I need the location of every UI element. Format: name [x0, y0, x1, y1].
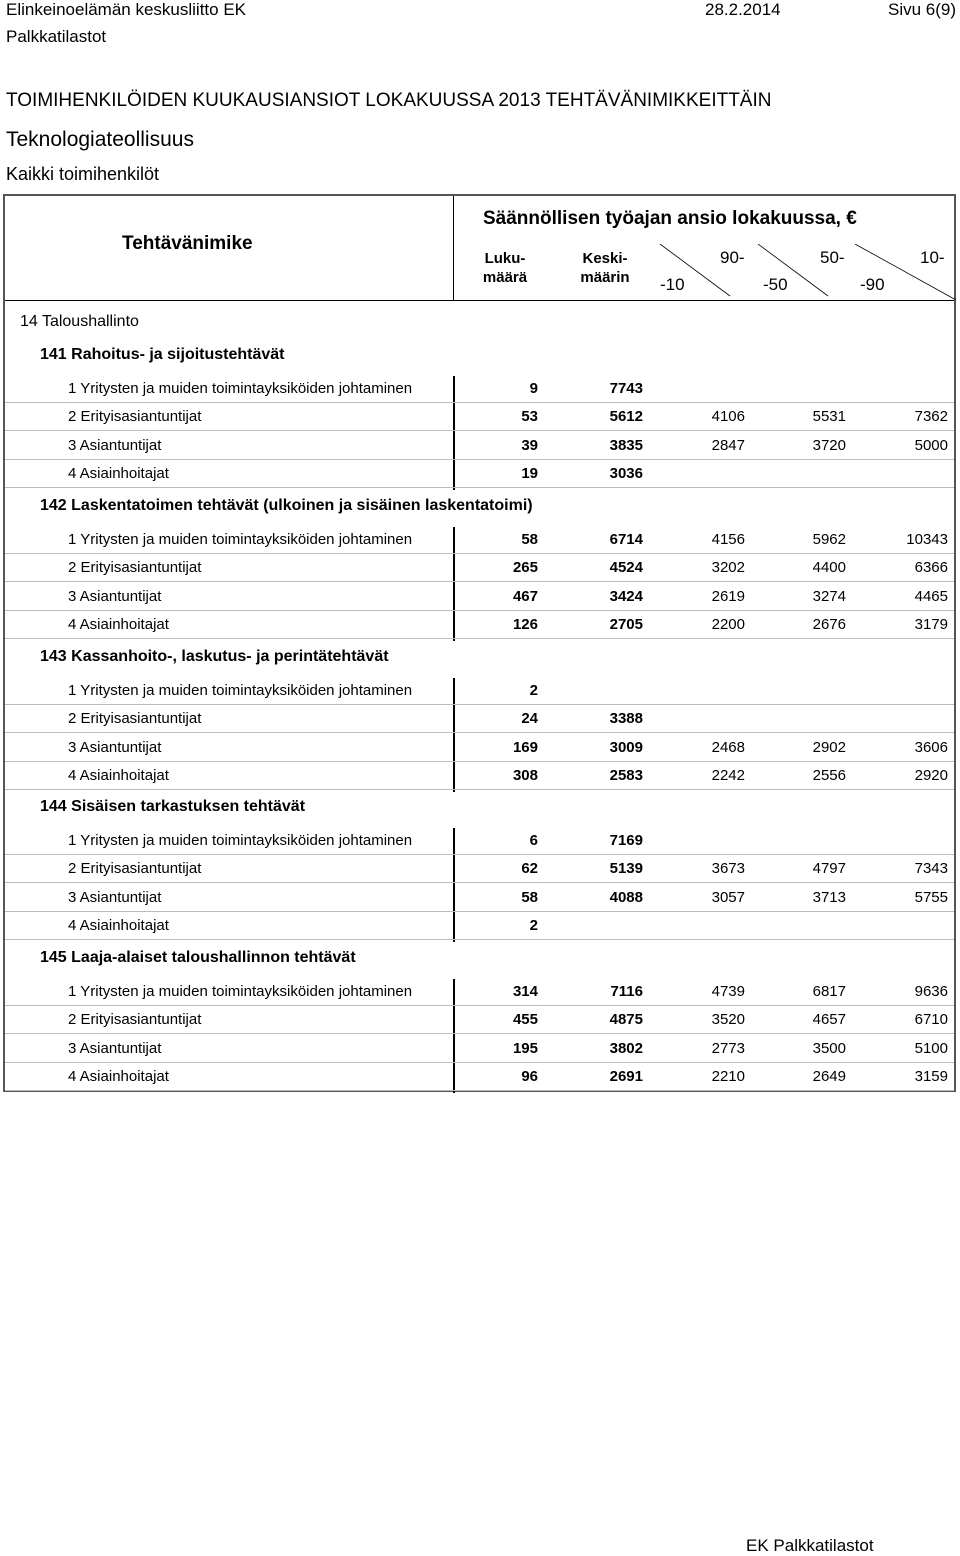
- mean-cell: 3424: [609, 588, 643, 605]
- category-heading: 14 Taloushallinto: [20, 313, 139, 330]
- count-cell: 2: [529, 917, 538, 934]
- p90-cell: 4739: [711, 983, 745, 1000]
- p50-cell: 3274: [812, 588, 846, 605]
- row-rule: [5, 732, 954, 733]
- p90-header-top: 90-: [720, 248, 745, 267]
- p90-cell: 2200: [711, 616, 745, 633]
- earnings-header: Säännöllisen työajan ansio lokakuussa, €: [483, 208, 857, 229]
- row-label: 3 Asiantuntijat: [68, 889, 162, 906]
- report-date: 28.2.2014: [705, 0, 781, 19]
- group-divider: [453, 527, 455, 641]
- p10-cell: 3179: [914, 616, 948, 633]
- row-rule: [5, 402, 954, 403]
- p10-cell: 4465: [914, 588, 948, 605]
- p50-cell: 3500: [812, 1040, 846, 1057]
- job-title-header: Tehtävänimike: [122, 233, 253, 254]
- row-rule: [5, 610, 954, 611]
- row-label: 4 Asiainhoitajat: [68, 1068, 169, 1085]
- group-divider: [453, 678, 455, 792]
- mean-cell: 4524: [609, 559, 643, 576]
- p50-cell: 2676: [812, 616, 846, 633]
- count-cell: 58: [521, 531, 538, 548]
- row-rule: [5, 1005, 954, 1006]
- row-label: 2 Erityisasiantuntijat: [68, 1011, 202, 1028]
- count-cell: 9: [529, 380, 538, 397]
- count-cell: 314: [512, 983, 538, 1000]
- p90-cell: 2468: [711, 739, 745, 756]
- row-label: 4 Asiainhoitajat: [68, 465, 169, 482]
- p10-cell: 3606: [914, 739, 948, 756]
- p90-header-bottom: -10: [660, 275, 685, 294]
- mean-cell: 2583: [609, 767, 643, 784]
- p10-cell: 10343: [906, 531, 948, 548]
- row-label: 3 Asiantuntijat: [68, 588, 162, 605]
- mean-cell: 3388: [609, 710, 643, 727]
- p10-header-top: 10-: [920, 248, 945, 267]
- count-cell: 6: [529, 832, 538, 849]
- row-rule: [5, 1062, 954, 1063]
- p90-cell: 4156: [711, 531, 745, 548]
- header-bottom-rule: [5, 300, 954, 301]
- p90-cell: 2210: [711, 1068, 745, 1085]
- count-cell: 2: [529, 682, 538, 699]
- p50-cell: 3720: [812, 437, 846, 454]
- group-title: 145 Laaja-alaiset taloushallinnon tehtävät: [40, 949, 356, 966]
- p10-cell: 7362: [914, 408, 948, 425]
- p10-cell: 5100: [914, 1040, 948, 1057]
- mean-cell: 3036: [609, 465, 643, 482]
- row-rule: [5, 487, 954, 488]
- row-label: 3 Asiantuntijat: [68, 1040, 162, 1057]
- mean-cell: 3802: [609, 1040, 643, 1057]
- group-divider: [453, 979, 455, 1093]
- p10-cell: 6366: [914, 559, 948, 576]
- row-label: 3 Asiantuntijat: [68, 739, 162, 756]
- row-rule: [5, 704, 954, 705]
- group-title: 143 Kassanhoito-, laskutus- ja perintätehtävät: [40, 648, 389, 665]
- org-name: Elinkeinoelämän keskusliitto EK: [6, 0, 247, 19]
- row-rule: [5, 882, 954, 883]
- row-rule: [5, 430, 954, 431]
- p50-cell: 5962: [812, 531, 846, 548]
- row-rule: [5, 1090, 954, 1091]
- source-label: Palkkatilastot: [6, 27, 107, 46]
- p90-cell: 2773: [711, 1040, 745, 1057]
- row-label: 2 Erityisasiantuntijat: [68, 860, 202, 877]
- count-cell: 195: [512, 1040, 538, 1057]
- row-label: 4 Asiainhoitajat: [68, 917, 169, 934]
- count-cell: 308: [512, 767, 538, 784]
- industry-title: Teknologiateollisuus: [6, 128, 194, 151]
- percentile-diagonals: [650, 244, 956, 300]
- p90-cell: 2847: [711, 437, 745, 454]
- footer-label: EK Palkkatilastot: [746, 1536, 874, 1555]
- row-label: 1 Yritysten ja muiden toimintayksiköiden johtaminen: [68, 832, 413, 849]
- p10-cell: 5000: [914, 437, 948, 454]
- p90-cell: 3673: [711, 860, 745, 877]
- mean-cell: 2705: [609, 616, 643, 633]
- row-label: 1 Yritysten ja muiden toimintayksiköiden johtaminen: [68, 380, 413, 397]
- group-title: 141 Rahoitus- ja sijoitustehtävät: [40, 346, 285, 363]
- p50-header-top: 50-: [820, 248, 845, 267]
- row-label: 4 Asiainhoitajat: [68, 767, 169, 784]
- p90-cell: 3202: [711, 559, 745, 576]
- p90-cell: 4106: [711, 408, 745, 425]
- row-rule: [5, 459, 954, 460]
- p50-cell: 2649: [812, 1068, 846, 1085]
- p10-header-bottom: -90: [860, 275, 885, 294]
- row-rule: [5, 789, 954, 790]
- p50-header-bottom: -50: [763, 275, 788, 294]
- p90-cell: 3520: [711, 1011, 745, 1028]
- mean-cell: 4088: [609, 889, 643, 906]
- row-rule: [5, 761, 954, 762]
- count-cell: 58: [521, 889, 538, 906]
- p10-cell: 7343: [914, 860, 948, 877]
- row-rule: [5, 854, 954, 855]
- row-rule: [5, 553, 954, 554]
- p10-cell: 3159: [914, 1068, 948, 1085]
- count-cell: 19: [521, 465, 538, 482]
- row-rule: [5, 581, 954, 582]
- mean-cell: 7743: [609, 380, 643, 397]
- p90-cell: 3057: [711, 889, 745, 906]
- row-label: 1 Yritysten ja muiden toimintayksiköiden johtaminen: [68, 682, 413, 699]
- header-divider: [453, 196, 454, 300]
- group-divider: [453, 828, 455, 942]
- row-label: 3 Asiantuntijat: [68, 437, 162, 454]
- p10-cell: 5755: [914, 889, 948, 906]
- mean-cell: 7116: [610, 983, 643, 1000]
- p10-cell: 2920: [914, 767, 948, 784]
- p10-cell: 9636: [914, 983, 948, 1000]
- p50-cell: 4657: [812, 1011, 846, 1028]
- row-rule: [5, 939, 954, 940]
- mean-cell: 3835: [609, 437, 643, 454]
- p50-cell: 2556: [812, 767, 846, 784]
- row-label: 2 Erityisasiantuntijat: [68, 710, 202, 727]
- row-label: 2 Erityisasiantuntijat: [68, 559, 202, 576]
- report-title: TOIMIHENKILÖIDEN KUUKAUSIANSIOT LOKAKUUSSA 2013 TEHTÄVÄNIMIKKEITTÄIN: [6, 90, 772, 111]
- mean-header: Keski- määrin: [580, 250, 630, 286]
- mean-cell: 6714: [609, 531, 643, 548]
- group-divider: [453, 376, 455, 490]
- count-cell: 96: [521, 1068, 538, 1085]
- p50-cell: 4400: [812, 559, 846, 576]
- mean-cell: 3009: [609, 739, 643, 756]
- mean-cell: 5612: [609, 408, 643, 425]
- row-label: 1 Yritysten ja muiden toimintayksiköiden johtaminen: [68, 983, 413, 1000]
- population-subtitle: Kaikki toimihenkilöt: [6, 164, 160, 184]
- count-cell: 467: [512, 588, 538, 605]
- count-cell: 39: [521, 437, 538, 454]
- p50-cell: 3713: [812, 889, 846, 906]
- count-cell: 24: [521, 710, 538, 727]
- count-cell: 455: [512, 1011, 538, 1028]
- p10-cell: 6710: [914, 1011, 948, 1028]
- count-cell: 62: [521, 860, 538, 877]
- row-rule: [5, 1033, 954, 1034]
- p50-cell: 4797: [812, 860, 846, 877]
- count-header: Luku- määrä: [482, 250, 528, 286]
- mean-cell: 2691: [609, 1068, 643, 1085]
- p90-cell: 2242: [711, 767, 745, 784]
- mean-cell: 4875: [609, 1011, 643, 1028]
- mean-cell: 7169: [609, 832, 643, 849]
- mean-cell: 5139: [609, 860, 643, 877]
- row-rule: [5, 638, 954, 639]
- row-label: 4 Asiainhoitajat: [68, 616, 169, 633]
- count-cell: 53: [521, 408, 538, 425]
- p50-cell: 2902: [812, 739, 846, 756]
- count-cell: 265: [512, 559, 538, 576]
- group-title: 144 Sisäisen tarkastuksen tehtävät: [40, 798, 306, 815]
- p90-cell: 2619: [711, 588, 745, 605]
- p50-cell: 5531: [812, 408, 846, 425]
- count-cell: 169: [512, 739, 538, 756]
- page-number: Sivu 6(9): [888, 0, 957, 19]
- count-cell: 126: [512, 616, 538, 633]
- row-label: 2 Erityisasiantuntijat: [68, 408, 202, 425]
- row-rule: [5, 911, 954, 912]
- p50-cell: 6817: [812, 983, 846, 1000]
- group-title: 142 Laskentatoimen tehtävät (ulkoinen ja sisäinen laskentatoimi): [40, 497, 533, 514]
- row-label: 1 Yritysten ja muiden toimintayksiköiden johtaminen: [68, 531, 413, 548]
